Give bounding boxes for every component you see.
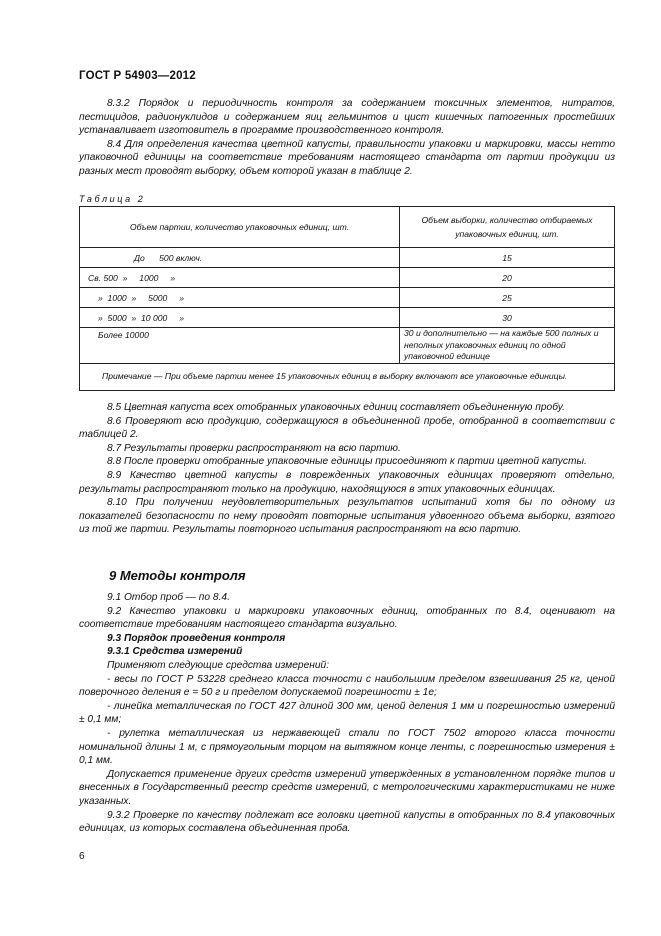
paragraph-8-4: 8.4 Для определения качества цветной капусты, правильности упаковки и маркировки, массы нетто упаковочной единицы на соответствие требованиям настоящего стандарта от партии продукции из разных мест проводят выборку, объем которой указан в таблице 2. bbox=[79, 138, 615, 177]
table-header-cell: Объем выборки, количество отбираемых упаковочных единиц, шт. bbox=[400, 207, 615, 248]
paragraph-8-6: 8.6 Проверяют всю продукцию, содержащуюся в объединенной пробе, отобранной в соответствии с таблицей 2. bbox=[79, 415, 615, 441]
paragraph-9-1: 9.1 Отбор проб — по 8.4. bbox=[107, 592, 230, 603]
table-cell: Более 10000 bbox=[80, 328, 400, 364]
table-caption: Таблица 2 bbox=[79, 194, 146, 204]
list-item-ruler: - линейка металлическая по ГОСТ 427 длиной 300 мм, ценой деления 1 мм и погрешностью измерений ± 0,1 мм; bbox=[79, 700, 615, 726]
paragraph-9-3-2: 9.3.2 Проверке по качеству подлежат все головки цветной капусты в отобранных по 8.4 упаковочных единицах, из которых составлена объединенная проба. bbox=[79, 809, 615, 835]
table-cell: 30 и дополнительно — на каждые 500 полных и неполных упаковочных единиц по одной упаковочной единице bbox=[400, 328, 615, 364]
table-note: Примечание — При объеме партии менее 15 упаковочных единиц в выборку включают все упаковочные единицы. bbox=[80, 363, 615, 390]
table-row bbox=[80, 288, 615, 308]
table-row bbox=[80, 328, 615, 364]
table-cell: 25 bbox=[400, 288, 615, 308]
text-block-after-table bbox=[79, 401, 615, 537]
table-cell: 15 bbox=[400, 248, 615, 268]
list-item-tape-measure: - рулетка металлическая из нержавеющей стали по ГОСТ 7502 второго класса точности номинальной длины 1 м, с прямоугольным торцом на вытяжном конце ленты, с погрешностью измерения ± 0,1 мм. bbox=[79, 727, 615, 767]
table-header-row bbox=[80, 207, 615, 248]
sampling-table bbox=[79, 206, 615, 391]
table-cell: » 1000 » 5000 » bbox=[80, 288, 400, 308]
paragraph-8-3-2: 8.3.2 Порядок и периодичность контроля за содержанием токсичных элементов, нитратов, пестицидов, радионуклидов и содержанием яиц гельминтов и цист кишечных патогенных простейших устанавливает изготовитель в программе производственного контроля. bbox=[79, 98, 615, 137]
table-note-row bbox=[80, 363, 615, 390]
table-cell: До 500 включ. bbox=[80, 248, 400, 268]
paragraph-other-instruments: Допускается применение других средств измерений утвержденных в установленном порядке типов и внесенных в Государственный реестр средств измерений, с метрологическими характеристиками не ниже указанных. bbox=[79, 768, 615, 807]
table-header-cell: Объем партии, количество упаковочных единиц, шт. bbox=[80, 207, 400, 248]
text-block-section-9 bbox=[79, 591, 615, 836]
paragraph-8-7: 8.7 Результаты проверки распространяют на всю партию. bbox=[107, 442, 401, 454]
document-header: ГОСТ Р 54903—2012 bbox=[79, 70, 196, 82]
subheading-9-3-1: 9.3.1 Средства измерений bbox=[107, 646, 243, 658]
table-row bbox=[80, 268, 615, 288]
paragraph-9-2: 9.2 Качество упаковки и маркировки упаковочных единиц, отобранных по 8.4, оценивают на соответствие требованиям настоящего стандарта визуально. bbox=[79, 605, 615, 631]
table-row bbox=[80, 248, 615, 268]
paragraph-8-10: 8.10 При получении неудовлетворительных результатов испытаний хотя бы по одному из показателей безопасности по нему проводят повторные испытания удвоенного объема выборки, взятого из той же партии. Результаты повторного испытания распространяют на всю партию. bbox=[79, 497, 615, 536]
section-heading: 9 Методы контроля bbox=[109, 568, 246, 583]
paragraph-instruments-intro: Применяют следующие средства измерений: bbox=[107, 659, 330, 671]
text-block-before-table bbox=[79, 97, 615, 179]
table-cell: Св. 500 » 1000 » bbox=[80, 268, 400, 288]
table-cell: 20 bbox=[400, 268, 615, 288]
subheading-9-3: 9.3 Порядок проведения контроля bbox=[107, 632, 286, 644]
page-number: 6 bbox=[79, 851, 85, 862]
paragraph-8-8: 8.8 После проверки отобранные упаковочные единицы присоединяют к партии цветной капусты. bbox=[107, 456, 587, 468]
list-item-scales: - весы по ГОСТ Р 53228 среднего класса точности с наибольшим пределом взвешивания 25 кг, ценой поверочного деления e = 50 г и пределом допускаемой погрешности ± 1e; bbox=[79, 673, 615, 699]
paragraph-8-5: 8.5 Цветная капуста всех отобранных упаковочных единиц составляет объединенную пробу. bbox=[107, 402, 565, 413]
paragraph-8-9: 8.9 Качество цветной капусты в поврежденных упаковочных единицах проверяют отдельно, результаты распространяют только на продукцию, находящуюся в этих упаковочных единицах. bbox=[79, 469, 615, 495]
table-cell: » 5000 » 10 000 » bbox=[80, 308, 400, 328]
table-row bbox=[80, 308, 615, 328]
table-cell: 30 bbox=[400, 308, 615, 328]
